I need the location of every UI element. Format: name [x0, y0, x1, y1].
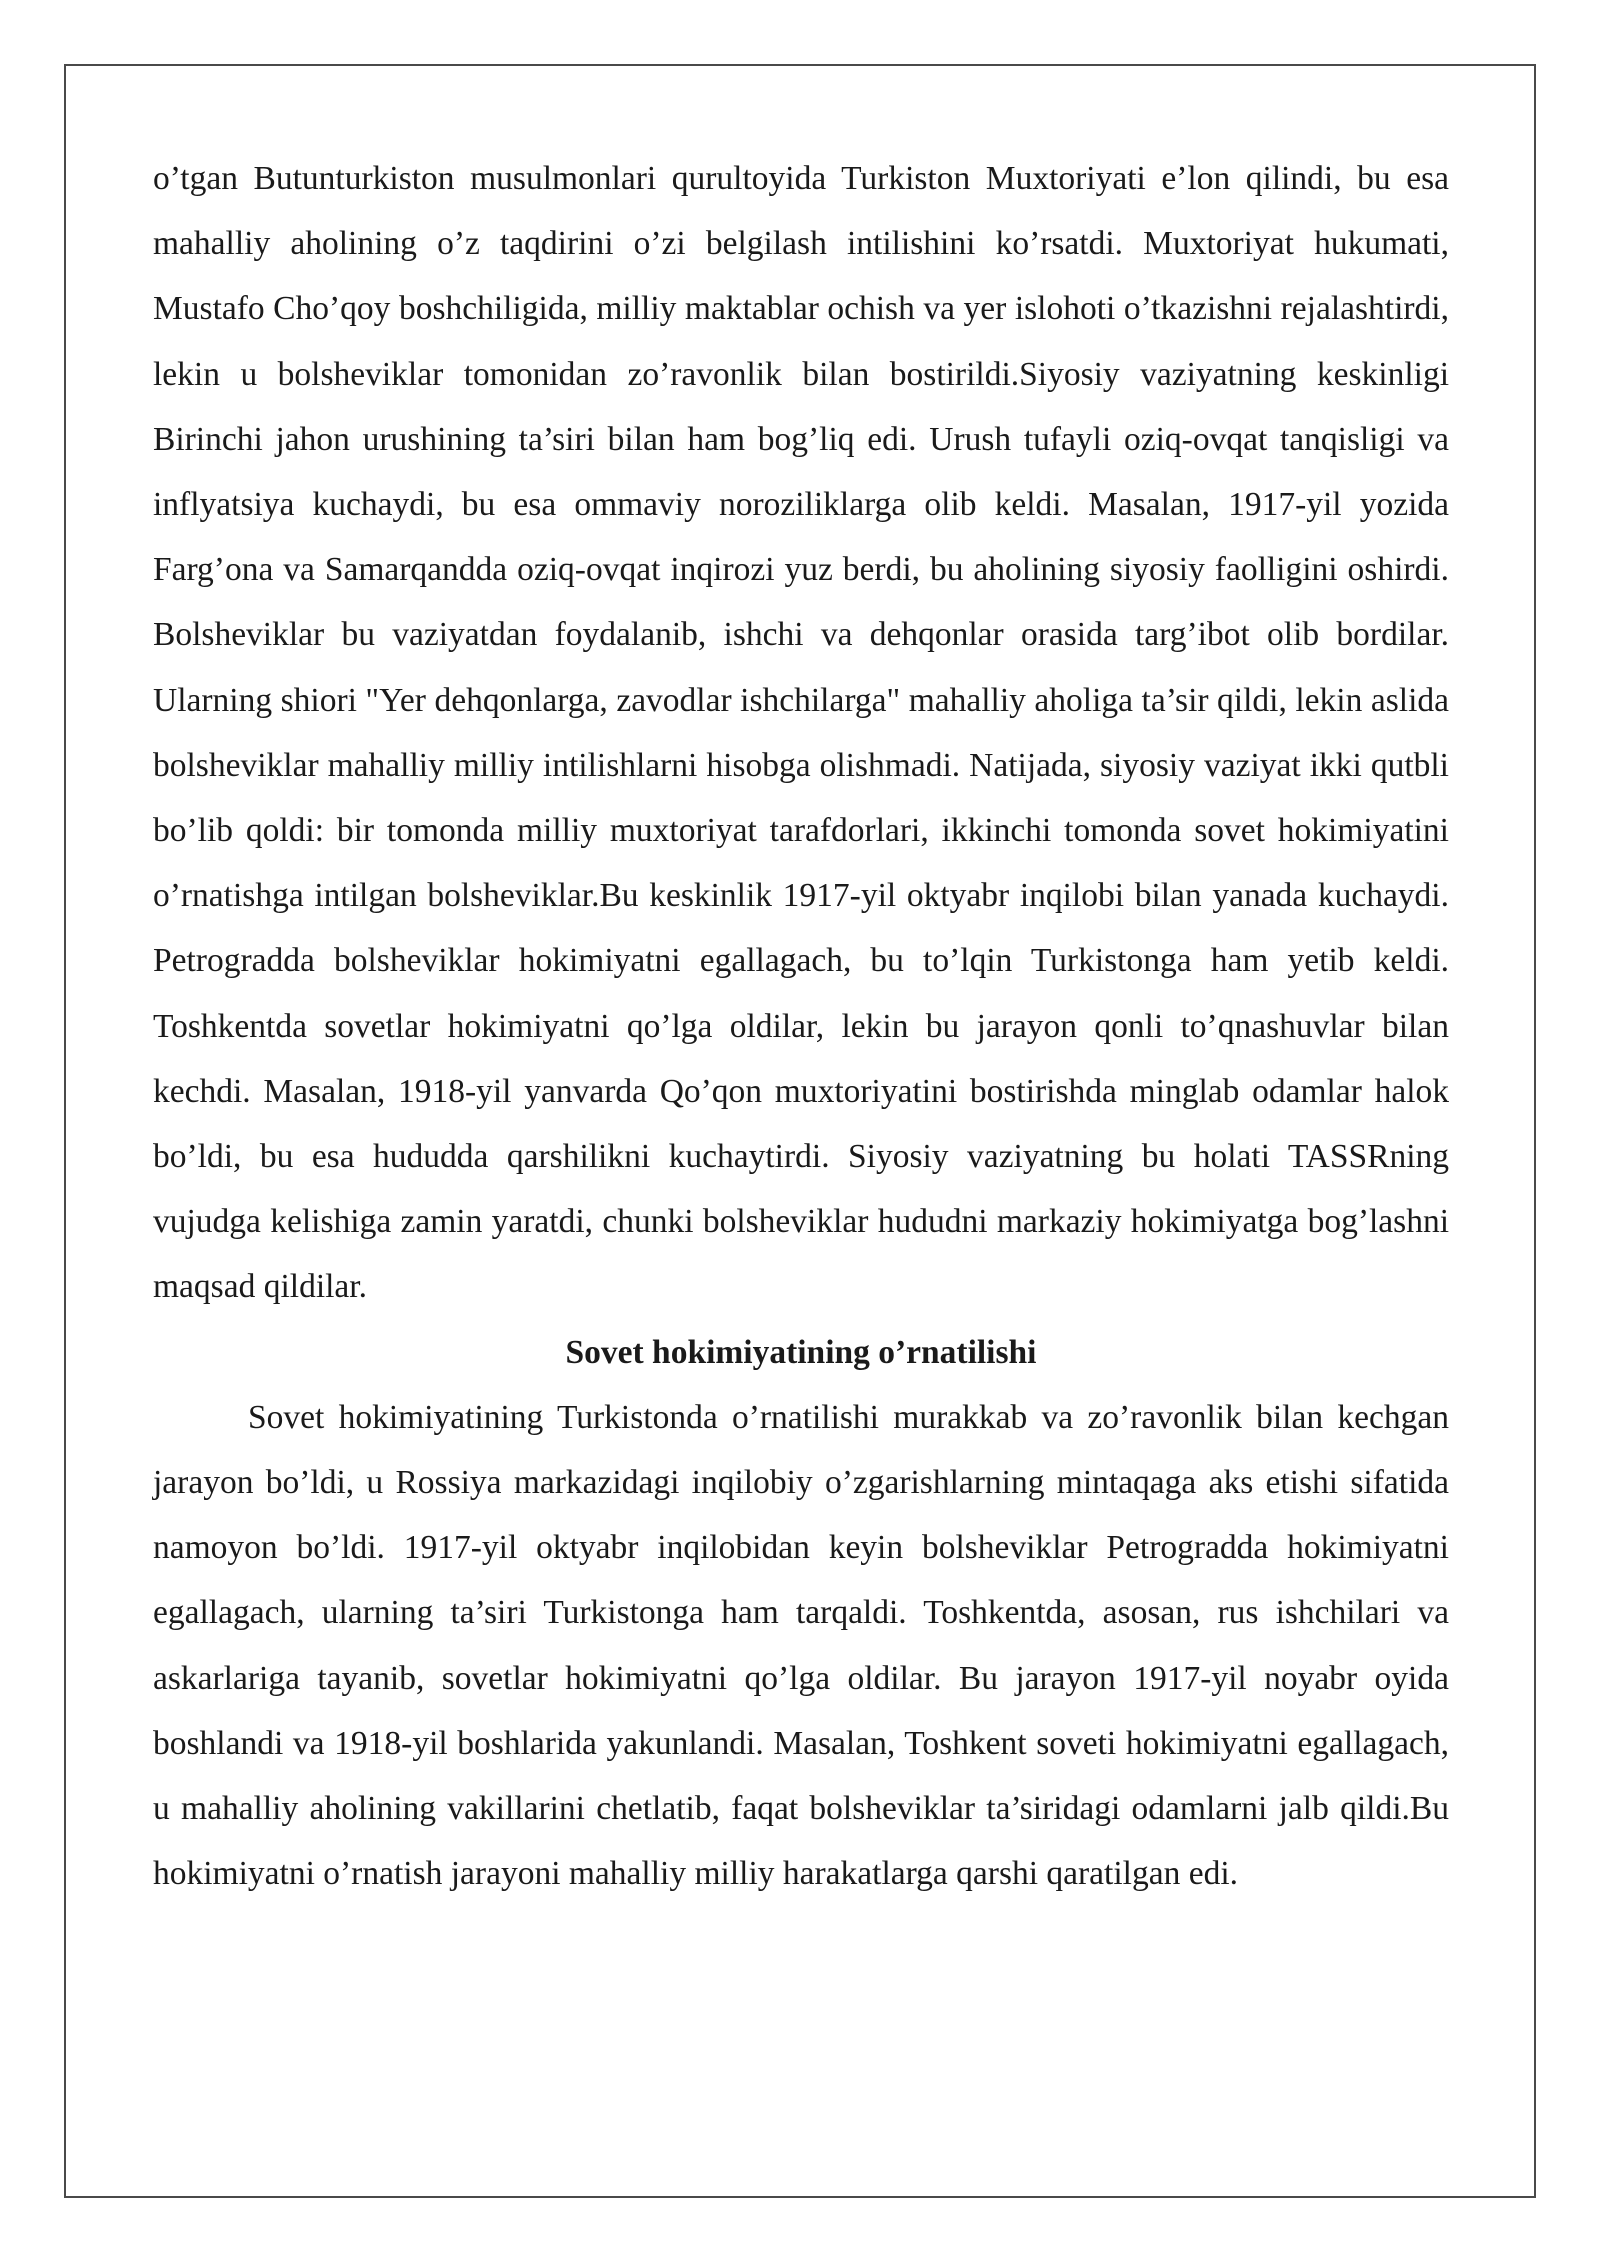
body-paragraph: o’tgan Butunturkiston musulmonlari qurultoyida Turkiston Muxtoriyati e’lon qilindi, bu esa mahalliy aholining o’z taqdirini o’zi belgilash intilishini ko’rsatdi. Muxtoriyat hukumati, Mustafo Cho’qoy boshchiligida, milliy maktablar ochish va yer islohoti o’tkazishni rejalashtirdi, lekin u bolsheviklar tomonidan zo’ravonlik bilan bostirildi.Siyosiy vaziyatning keskinligi Birinchi jahon urushining ta’siri bilan ham bog’liq edi. Urush tufayli oziq-ovqat tanqisligi va inflyatsiya kuchaydi, bu esa ommaviy noroziliklarga olib keldi. Masalan, 1917-yil yozida Farg’ona va Samarqandda oziq-ovqat inqirozi yuz berdi, bu aholining siyosiy faolligini oshirdi. Bolsheviklar bu vaziyatdan foydalanib, ishchi va dehqonlar orasida targ’ibot olib bordilar. Ularning shiori "Yer dehqonlarga, zavodlar ishchilarga" mahalliy aholiga ta’sir qildi, lekin aslida bolsheviklar mahalliy milliy intilishlarni hisobga olishmadi. Natijada, siyosiy vaziyat ikki qutbli bo’lib qoldi: bir tomonda milliy muxtoriyat tarafdorlari, ikkinchi tomonda sovet hokimiyatini o’rnatishga intilgan bolsheviklar.Bu keskinlik 1917-yil oktyabr inqilobi bilan yanada kuchaydi. Petrogradda bolsheviklar hokimiyatni egallagach, bu to’lqin Turkistonga ham yetib keldi. Toshkentda sovetlar hokimiyatni qo’lga oldilar, lekin bu jarayon qonli to’qnashuvlar bilan kechdi. Masalan, 1918-yil yanvarda Qo’qon muxtoriyatini bostirishda minglab odamlar halok bo’ldi, bu esa hududda qarshilikni kuchaytirdi. Siyosiy vaziyatning bu holati TASSRning vujudga kelishiga zamin yaratdi, chunki bolsheviklar hududni markaziy hokimiyatga bog’lashni maqsad qildilar.: [153, 160, 1449, 1306]
section-heading: Sovet hokimiyatining o’rnatilishi: [565, 1333, 1037, 1371]
body-paragraph: Sovet hokimiyatining Turkistonda o’rnatilishi murakkab va zo’ravonlik bilan kechgan jarayon bo’ldi, u Rossiya markazidagi inqilobiy o’zgarishlarning mintaqaga aks etishi sifatida namoyon bo’ldi. 1917-yil oktyabr inqilobidan keyin bolsheviklar Petrogradda hokimiyatni egallagach, ularning ta’siri Turkistonga ham tarqaldi. Toshkentda, asosan, rus ishchilari va askarlariga tayanib, sovetlar hokimiyatni qo’lga oldilar. Bu jarayon 1917-yil noyabr oyida boshlandi va 1918-yil boshlarida yakunlandi. Masalan, Toshkent soveti hokimiyatni egallagach, u mahalliy aholining vakillarini chetlatib, faqat bolsheviklar ta’siridagi odamlarni jalb qildi.Bu hokimiyatni o’rnatish jarayoni mahalliy milliy harakatlarga qarshi qaratilgan edi.: [153, 1398, 1449, 1893]
document-body: [153, 146, 1449, 1906]
